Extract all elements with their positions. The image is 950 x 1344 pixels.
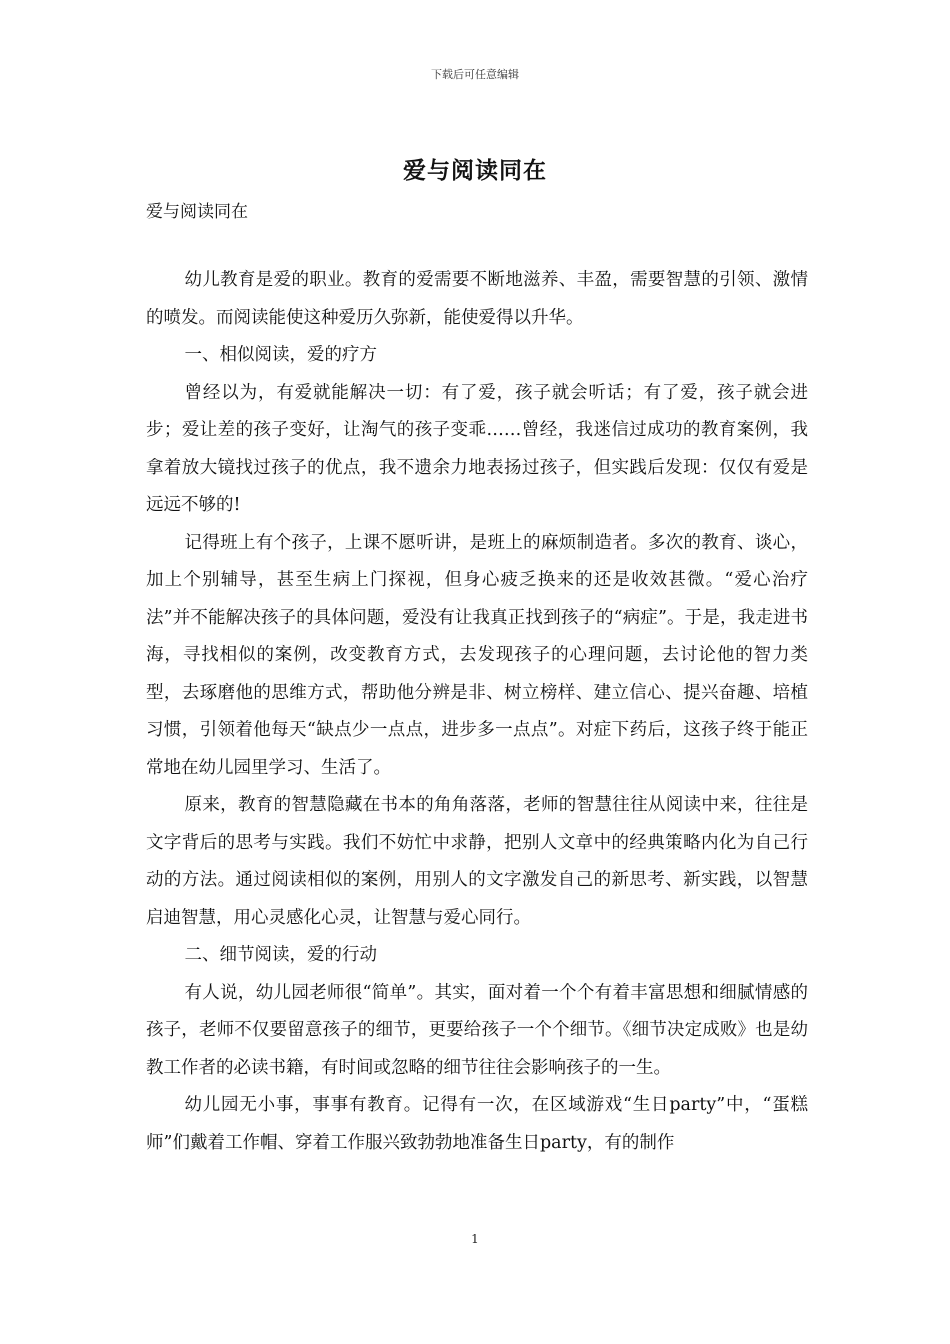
page-number: 1 xyxy=(471,1232,479,1246)
section-heading-1: 一、相似阅读，爱的疗方 xyxy=(184,345,377,365)
document-body xyxy=(146,196,808,1162)
paragraph: 有人说，幼儿园老师很“简单”。其实，面对着一个个有着丰富思想和细腻情感的孩子，老师不仅要留意孩子的细节，更要给孩子一个个细节。《细节决定成败》也是幼教工作者的必读书籍，有时间或忽略的细节往往会影响孩子的一生。 xyxy=(146,982,808,1078)
paragraph: 原来，教育的智慧隐藏在书本的角角落落，老师的智慧往往从阅读中来，往往是文字背后的思考与实践。我们不妨忙中求静，把别人文章中的经典策略内化为自己行动的方法。通过阅读相似的案例，用别人的文字激发自己的新思考、新实践，以智慧启迪智慧，用心灵感化心灵，让智慧与爱心同行。 xyxy=(146,795,808,928)
document-subtitle: 爱与阅读同在 xyxy=(146,202,248,222)
paragraph-intro: 幼儿教育是爱的职业。教育的爱需要不断地滋养、丰盈，需要智慧的引领、激情的喷发。而阅读能使这种爱历久弥新，能使爱得以升华。 xyxy=(146,270,808,328)
header-note: 下载后可任意编辑 xyxy=(431,68,519,81)
document-title: 爱与阅读同在 xyxy=(403,157,547,184)
paragraph: 幼儿园无小事，事事有教育。记得有一次，在区域游戏“生日party”中，“蛋糕师”们戴着工作帽、穿着工作服兴致勃勃地准备生日party，有的制作 xyxy=(146,1095,808,1153)
section-heading-2: 二、细节阅读，爱的行动 xyxy=(184,945,377,965)
paragraph: 曾经以为，有爱就能解决一切：有了爱，孩子就会听话；有了爱，孩子就会进步；爱让差的孩子变好，让淘气的孩子变乖……曾经，我迷信过成功的教育案例，我拿着放大镜找过孩子的优点，我不遗余力地表扬过孩子，但实践后发现：仅仅有爱是远远不够的! xyxy=(146,382,808,515)
paragraph: 记得班上有个孩子，上课不愿听讲，是班上的麻烦制造者。多次的教育、谈心，加上个别辅导，甚至生病上门探视，但身心疲乏换来的还是收效甚微。“爱心治疗法”并不能解决孩子的具体问题，爱没有让我真正找到孩子的“病症”。于是，我走进书海，寻找相似的案例，改变教育方式，去发现孩子的心理问题，去讨论他的智力类型，去琢磨他的思维方式，帮助他分辨是非、树立榜样、建立信心、提兴奋趣、培植习惯，引领着他每天“缺点少一点点，进步多一点点”。对症下药后，这孩子终于能正常地在幼儿园里学习、生活了。 xyxy=(146,532,808,778)
